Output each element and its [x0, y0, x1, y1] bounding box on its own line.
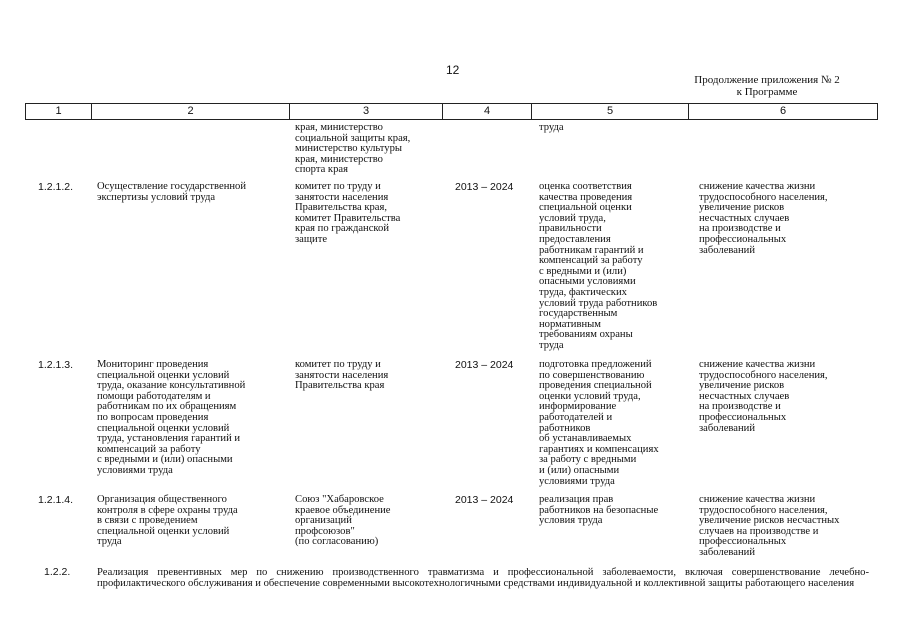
row-period: 2013 – 2024	[455, 494, 514, 506]
row-period: 2013 – 2024	[455, 359, 514, 371]
row-executor: комитет по труду и занятости населения Правительства края	[295, 359, 389, 392]
continuation-result: труда	[539, 122, 564, 133]
column-header-2: 2	[92, 104, 290, 120]
row-title: Мониторинг проведения специальной оценки условий труда, оказание консультативной помощи работодателям и работникам по их обращениям по вопросам проведения специальной оценки условий труда, установления гарантий и компенсаций за работу с вредными и (или) опасными условиями труда	[97, 359, 246, 476]
row-effect: снижение качества жизни трудоспособного населения, увеличение рисков несчастных случаев на производстве и профессиональных заболеваний	[699, 494, 840, 558]
row-period: 2013 – 2024	[455, 181, 514, 193]
row-effect: снижение качества жизни трудоспособного населения, увеличение рисков несчастных случаев на производстве и профессиональных заболеваний	[699, 359, 828, 434]
row-result: оценка соответствия качества проведения специальной оценки условий труда, правильности предоставления работникам гарантий и компенсаций за работу с вредными и (или) опасными условиями труда, фактических условий труда работников государственным нормативным требованиям охраны труда	[539, 181, 658, 351]
row-executor: Союз "Хабаровское краевое объединение организаций профсоюзов" (по согласованию)	[295, 494, 391, 548]
row-executor: комитет по труду и занятости населения Правительства края, комитет Правительства края по гражданской защите	[295, 181, 401, 245]
row-effect: снижение качества жизни трудоспособного населения, увеличение рисков несчастных случаев на производстве и профессиональных заболеваний	[699, 181, 828, 256]
column-header-4: 4	[443, 104, 532, 120]
row-number: 1.2.1.3.	[38, 359, 74, 371]
appendix-caption	[667, 74, 867, 98]
row-title: Осуществление государственной экспертизы условий труда	[97, 181, 247, 203]
column-header-1: 1	[26, 104, 92, 120]
column-header-3: 3	[290, 104, 443, 120]
column-number-header	[25, 103, 878, 120]
row-section-text: Реализация превентивных мер по снижению производственного травматизма и профессиональной заболеваемости, включая совершенствование лечебно-профилактического обслуживания и обеспечение современными высокотехнологичными средствами индивидуальной и коллективной защиты работающего населения	[97, 567, 869, 589]
column-header-6: 6	[689, 104, 878, 120]
row-result: реализация прав работников на безопасные условия труда	[539, 494, 659, 527]
row-result: подготовка предложений по совершенствованию проведения специальной оценки условий труда, информирование работодателей и работников об устанавливаемых гарантиях и компенсациях за работу с вредными и (или) опасными условиями труда	[539, 359, 659, 487]
appendix-line-1: Продолжение приложения № 2	[694, 74, 840, 86]
page-number: 12	[446, 63, 460, 77]
row-number: 1.2.1.2.	[38, 181, 74, 193]
row-number: 1.2.1.4.	[38, 494, 74, 506]
appendix-line-2: к Программе	[736, 86, 798, 98]
row-number: 1.2.2.	[44, 566, 71, 578]
column-header-5: 5	[532, 104, 689, 120]
row-title: Организация общественного контроля в сфере охраны труда в связи с проведением специальной оценки условий труда	[97, 494, 238, 548]
continuation-executor: края, министерство социальной защиты края, министерство культуры края, министерство спорта края	[295, 122, 411, 176]
